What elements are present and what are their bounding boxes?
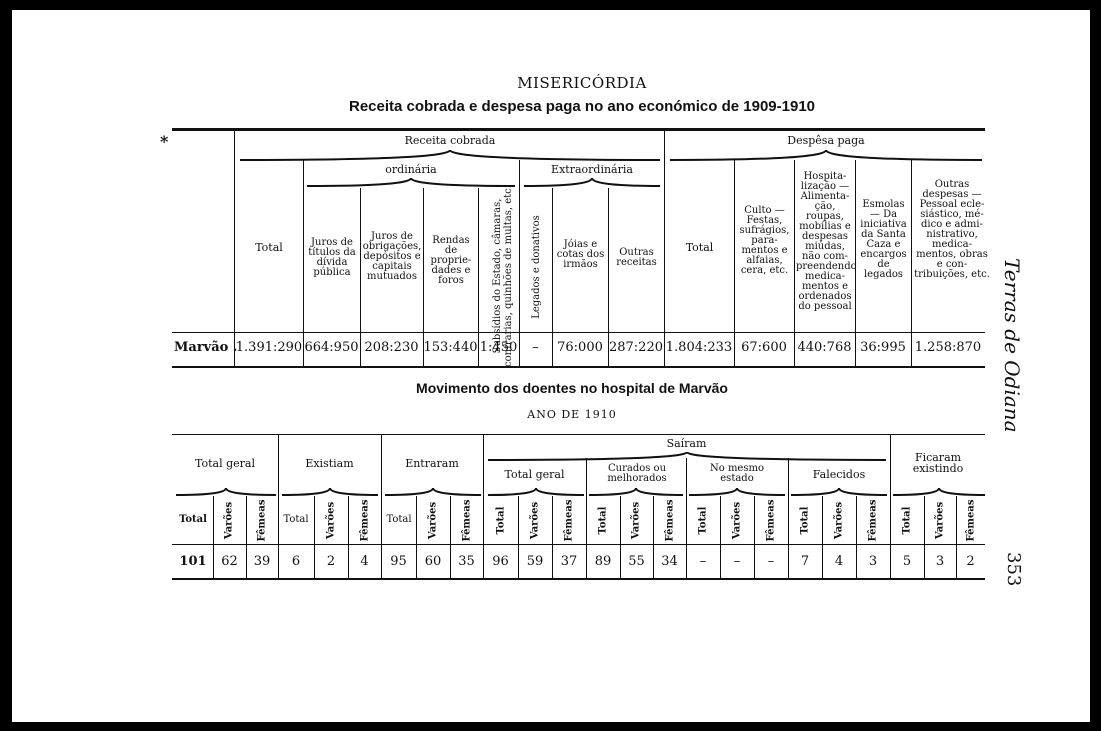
hospital-title: Movimento dos doentes no hospital de Marvão: [416, 380, 728, 396]
col-total-receita: Total: [255, 241, 283, 254]
hv-total-geral-femeas: 39: [253, 554, 271, 569]
hv-entraram-total: 95: [390, 554, 407, 569]
hv-curados-total: 89: [594, 554, 612, 569]
hv-curados-femeas: 34: [661, 554, 678, 569]
brace-sairam-total: [488, 487, 584, 497]
hospital-subtitle: ANO DE 1910: [527, 408, 617, 421]
receita-brace: [240, 148, 660, 162]
hv-existiam-total: 6: [291, 554, 301, 569]
brace-existiam: [282, 487, 378, 497]
page-title: MISERICÓRDIA: [517, 74, 647, 92]
col-legados: Legados e donativos: [531, 215, 542, 319]
brace-falecidos: [791, 487, 887, 497]
col-juros-titulos: Juros de títulos da dívida pública: [308, 237, 356, 278]
group-existiam: Existiam: [305, 457, 354, 470]
sub-falecidos-varoes: Varões: [833, 501, 845, 540]
group-ficaram: Ficaram existindo: [912, 451, 964, 475]
sub-mesmo-total: Total: [697, 506, 709, 535]
sub-ficaram-femeas: Fêmeas: [965, 499, 977, 542]
group-sairam-total: Total geral: [504, 468, 565, 481]
hv-falecidos-varoes: 4: [834, 554, 844, 569]
value-total-despesa: 1.804:233: [665, 340, 733, 355]
hv-curados-varoes: 55: [628, 554, 645, 569]
hv-sairam-total: 96: [492, 554, 509, 569]
brace-ficaram: [893, 487, 985, 497]
sub-sairam-total: Total: [495, 506, 507, 535]
group-sairam: Saíram: [666, 437, 707, 450]
value-juros-titulos: 664:950: [304, 340, 359, 355]
sub-sairam-femeas: Fêmeas: [563, 499, 575, 542]
extraordinaria-brace: [524, 176, 660, 188]
sub-existiam-varoes: Varões: [325, 501, 337, 540]
header-extraordinaria: Extraordinária: [551, 163, 633, 176]
sairam-brace: [488, 450, 886, 462]
sub-total-geral-total: Total: [179, 514, 207, 525]
hv-falecidos-femeas: 3: [868, 554, 878, 569]
sub-entraram-varoes: Varões: [427, 501, 439, 540]
sub-curados-varoes: Varões: [630, 501, 642, 540]
value-joias: 76:000: [557, 340, 603, 355]
despesa-brace: [670, 148, 982, 162]
hv-mesmo-varoes: –: [733, 554, 741, 569]
value-culto: 67:600: [741, 340, 787, 355]
group-entraram: Entraram: [405, 457, 459, 470]
brace-mesmo-estado: [689, 487, 785, 497]
value-hospitalizacao: 440:768: [797, 340, 852, 355]
hv-ficaram-femeas: 2: [966, 554, 975, 569]
hv-mesmo-total: –: [699, 554, 707, 569]
asterisk-marker: *: [160, 132, 169, 151]
sub-ficaram-total: Total: [901, 506, 913, 535]
sub-existiam-femeas: Fêmeas: [359, 499, 371, 542]
page-number: 353: [1003, 552, 1024, 587]
sub-total-geral-femeas: Fêmeas: [256, 499, 268, 542]
side-title: Terras de Odiana: [1000, 258, 1024, 433]
hv-entraram-varoes: 60: [424, 554, 442, 569]
hv-ficaram-total: 5: [902, 554, 912, 569]
page-subtitle: Receita cobrada e despesa paga no ano económico de 1909-1910: [348, 98, 816, 115]
sub-curados-total: Total: [597, 506, 609, 535]
group-curados: Curados ou melhorados: [607, 463, 667, 484]
col-culto: Culto — Festas, sufrágios, para-mentos e alfaias, cera, etc.: [739, 205, 790, 276]
sub-sairam-varoes: Varões: [529, 501, 541, 540]
header-receita: Receita cobrada: [404, 134, 496, 147]
sub-mesmo-varoes: Varões: [731, 501, 743, 540]
col-rendas: Rendas de proprie-dades e foros: [430, 235, 472, 286]
sub-total-geral-varoes: Varões: [223, 501, 235, 540]
col-hospitalizacao: Hospita-lização — Alimenta-ção, roupas, mobílias e despesas miúdas, não com-preendendo medica-mentos e ordenados do pessoal: [796, 171, 857, 312]
sub-entraram-femeas: Fêmeas: [461, 499, 473, 542]
hv-total-geral-total: 101: [179, 554, 207, 569]
group-total-geral: Total geral: [195, 457, 255, 470]
row-label-marvao: Marvão .: [174, 340, 238, 355]
document-page: [12, 10, 1090, 722]
ordinaria-brace: [307, 176, 515, 188]
value-outras-receitas: 287:220: [608, 340, 663, 355]
col-total-despesa: Total: [685, 241, 714, 254]
hv-existiam-varoes: 2: [326, 554, 336, 569]
sub-existiam-total: Total: [283, 514, 309, 525]
hv-total-geral-varoes: 62: [221, 554, 238, 569]
value-outras-despesas: 1.258:870: [914, 340, 982, 355]
brace-curados: [589, 487, 683, 497]
sub-falecidos-total: Total: [799, 506, 811, 535]
col-outras-despesas: Outras despesas — Pessoal ecle-siástico, mé-dico e admi-nistrativo, medica-mentos, obras e con-tribuições, etc.: [914, 179, 990, 280]
hv-sairam-femeas: 37: [560, 554, 578, 569]
sub-curados-femeas: Fêmeas: [664, 499, 676, 542]
brace-total-geral: [176, 487, 276, 497]
hv-mesmo-femeas: –: [767, 554, 775, 569]
sub-ficaram-varoes: Varões: [934, 501, 946, 540]
value-esmolas: 36:995: [860, 340, 906, 355]
group-falecidos: Falecidos: [812, 468, 866, 481]
sub-falecidos-femeas: Fêmeas: [867, 499, 879, 542]
sub-mesmo-femeas: Fêmeas: [765, 499, 777, 542]
col-joias: Jóias e cotas dos irmãos: [556, 239, 605, 270]
hv-ficaram-varoes: 3: [935, 554, 945, 569]
col-juros-obrigacoes: Juros de obrigações, depósitos e capitais mutuados: [362, 231, 422, 282]
header-despesa: Despêsa paga: [787, 134, 865, 147]
hv-falecidos-total: 7: [800, 554, 810, 569]
header-ordinaria: ordinária: [385, 163, 437, 176]
hv-entraram-femeas: 35: [458, 554, 475, 569]
col-subsidios: Subsídios do Estado, câmaras, confrarias, quinhões de multas, etc.: [492, 185, 514, 367]
col-outras-receitas: Outras receitas: [616, 247, 657, 268]
value-rendas: 153:440: [423, 340, 478, 355]
value-juros-obrigacoes: 208:230: [364, 340, 419, 355]
group-mesmo-estado: No mesmo estado: [710, 463, 764, 484]
hv-existiam-femeas: 4: [360, 554, 369, 569]
value-legados: –: [532, 340, 539, 355]
value-subsidios: 1:450: [479, 340, 518, 355]
brace-entraram: [385, 487, 481, 497]
value-total-receita: 1.391:290: [235, 340, 303, 355]
hv-sairam-varoes: 59: [526, 554, 544, 569]
col-esmolas: Esmolas — Da iniciativa da Santa Caza e encargos de legados: [860, 199, 907, 280]
sub-entraram-total: Total: [386, 514, 412, 525]
